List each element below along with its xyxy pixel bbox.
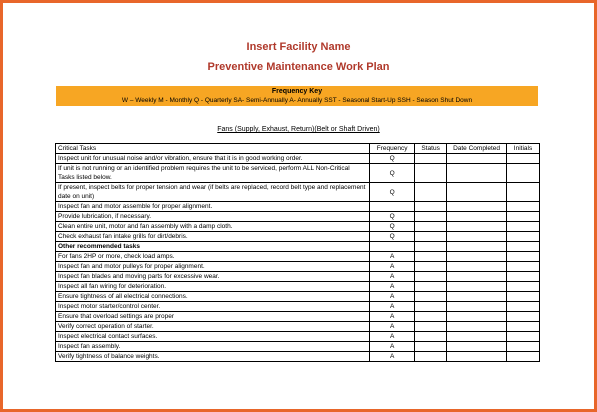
frequency-cell: A bbox=[370, 292, 415, 302]
facility-name: Insert Facility Name bbox=[246, 41, 351, 53]
table-row bbox=[56, 302, 540, 312]
frequency-cell bbox=[370, 242, 415, 252]
initials-cell[interactable] bbox=[507, 302, 540, 312]
date-cell[interactable] bbox=[447, 352, 507, 362]
initials-cell[interactable] bbox=[507, 312, 540, 322]
frequency-cell: A bbox=[370, 322, 415, 332]
task-cell: Provide lubrication, if necessary. bbox=[56, 212, 370, 222]
frequency-cell: A bbox=[370, 312, 415, 322]
frequency-cell: Q bbox=[370, 154, 415, 164]
frequency-cell: A bbox=[370, 332, 415, 342]
status-cell[interactable] bbox=[415, 222, 447, 232]
frequency-cell: Q bbox=[370, 222, 415, 232]
date-cell[interactable] bbox=[447, 232, 507, 242]
status-cell[interactable] bbox=[415, 202, 447, 212]
table-row bbox=[56, 332, 540, 342]
initials-cell[interactable] bbox=[507, 292, 540, 302]
task-cell: Inspect fan blades and moving parts for excessive wear. bbox=[56, 272, 370, 282]
task-cell: Ensure that overload settings are proper bbox=[56, 312, 370, 322]
frequency-cell: Q bbox=[370, 232, 415, 242]
task-cell: Ensure tightness of all electrical connections. bbox=[56, 292, 370, 302]
date-cell[interactable] bbox=[447, 222, 507, 232]
table-row bbox=[56, 232, 540, 242]
header-status: Status bbox=[415, 144, 447, 154]
date-cell[interactable] bbox=[447, 154, 507, 164]
frequency-cell: A bbox=[370, 262, 415, 272]
table-row bbox=[56, 342, 540, 352]
task-cell: Inspect fan and motor pulleys for proper alignment. bbox=[56, 262, 370, 272]
status-cell[interactable] bbox=[415, 342, 447, 352]
section-title: Fans (Supply, Exhaust, Return)(Belt or Shaft Driven) bbox=[217, 126, 380, 133]
date-cell[interactable] bbox=[447, 332, 507, 342]
initials-cell[interactable] bbox=[507, 232, 540, 242]
frequency-cell: A bbox=[370, 272, 415, 282]
date-cell[interactable] bbox=[447, 282, 507, 292]
table-row bbox=[56, 164, 540, 183]
status-cell[interactable] bbox=[415, 322, 447, 332]
initials-cell[interactable] bbox=[507, 272, 540, 282]
table-subheader-row bbox=[56, 242, 540, 252]
date-cell[interactable] bbox=[447, 272, 507, 282]
frequency-cell: A bbox=[370, 342, 415, 352]
initials-cell[interactable] bbox=[507, 222, 540, 232]
task-cell: If present, inspect belts for proper tension and wear (if belts are replaced, record belt type and replacement date on unit) bbox=[56, 183, 370, 202]
status-cell[interactable] bbox=[415, 212, 447, 222]
header-frequency: Frequency bbox=[370, 144, 415, 154]
task-cell: Inspect unit for unusual noise and/or vibration, ensure that it is in good working order. bbox=[56, 154, 370, 164]
date-cell[interactable] bbox=[447, 183, 507, 202]
date-cell[interactable] bbox=[447, 322, 507, 332]
frequency-key-title: Frequency Key bbox=[271, 88, 323, 95]
initials-cell[interactable] bbox=[507, 252, 540, 262]
table-row bbox=[56, 262, 540, 272]
task-cell: Check exhaust fan intake grills for dirt/debris. bbox=[56, 232, 370, 242]
date-cell[interactable] bbox=[447, 292, 507, 302]
status-cell[interactable] bbox=[415, 352, 447, 362]
table-row bbox=[56, 272, 540, 282]
frequency-cell: A bbox=[370, 252, 415, 262]
table-row bbox=[56, 282, 540, 292]
task-cell: Inspect fan and motor assemble for proper alignment. bbox=[56, 202, 370, 212]
frequency-key bbox=[56, 86, 538, 106]
frequency-cell: A bbox=[370, 302, 415, 312]
status-cell[interactable] bbox=[415, 312, 447, 322]
date-cell[interactable] bbox=[447, 342, 507, 352]
status-cell bbox=[415, 242, 447, 252]
status-cell[interactable] bbox=[415, 154, 447, 164]
table-header-row bbox=[56, 144, 540, 154]
initials-cell[interactable] bbox=[507, 262, 540, 272]
header-date-completed: Date Completed bbox=[447, 144, 507, 154]
initials-cell bbox=[507, 242, 540, 252]
initials-cell[interactable] bbox=[507, 212, 540, 222]
frequency-cell: A bbox=[370, 282, 415, 292]
task-cell: Verify tightness of balance weights. bbox=[56, 352, 370, 362]
status-cell[interactable] bbox=[415, 262, 447, 272]
status-cell[interactable] bbox=[415, 272, 447, 282]
date-cell[interactable] bbox=[447, 212, 507, 222]
status-cell[interactable] bbox=[415, 183, 447, 202]
status-cell[interactable] bbox=[415, 282, 447, 292]
task-cell: Inspect fan assembly. bbox=[56, 342, 370, 352]
initials-cell[interactable] bbox=[507, 332, 540, 342]
table-row bbox=[56, 252, 540, 262]
initials-cell[interactable] bbox=[507, 164, 540, 183]
date-cell[interactable] bbox=[447, 202, 507, 212]
frequency-cell bbox=[370, 202, 415, 212]
table-row bbox=[56, 202, 540, 212]
task-cell: Verify correct operation of starter. bbox=[56, 322, 370, 332]
table-row bbox=[56, 183, 540, 202]
initials-cell[interactable] bbox=[507, 342, 540, 352]
frequency-cell: Q bbox=[370, 212, 415, 222]
plan-title: Preventive Maintenance Work Plan bbox=[207, 61, 390, 73]
task-cell: Inspect all fan wiring for deterioration. bbox=[56, 282, 370, 292]
status-cell[interactable] bbox=[415, 302, 447, 312]
table-row bbox=[56, 322, 540, 332]
task-table bbox=[55, 143, 540, 362]
task-cell: Inspect motor starter/control center. bbox=[56, 302, 370, 312]
status-cell[interactable] bbox=[415, 164, 447, 183]
date-cell[interactable] bbox=[447, 312, 507, 322]
task-cell: For fans 2HP or more, check load amps. bbox=[56, 252, 370, 262]
initials-cell[interactable] bbox=[507, 154, 540, 164]
header-critical-tasks: Critical Tasks bbox=[56, 144, 370, 154]
task-cell: If unit is not running or an identified problem requires the unit to be serviced, perform ALL Non-Critical Tasks listed below. bbox=[56, 164, 370, 183]
table-row bbox=[56, 312, 540, 322]
initials-cell[interactable] bbox=[507, 282, 540, 292]
status-cell[interactable] bbox=[415, 252, 447, 262]
status-cell[interactable] bbox=[415, 292, 447, 302]
initials-cell[interactable] bbox=[507, 202, 540, 212]
table-row bbox=[56, 292, 540, 302]
date-cell[interactable] bbox=[447, 164, 507, 183]
date-cell[interactable] bbox=[447, 302, 507, 312]
frequency-cell: Q bbox=[370, 183, 415, 202]
status-cell[interactable] bbox=[415, 332, 447, 342]
status-cell[interactable] bbox=[415, 232, 447, 242]
table-row bbox=[56, 154, 540, 164]
date-cell bbox=[447, 242, 507, 252]
frequency-cell: A bbox=[370, 352, 415, 362]
task-cell: Clean entire unit, motor and fan assembly with a damp cloth. bbox=[56, 222, 370, 232]
initials-cell[interactable] bbox=[507, 322, 540, 332]
date-cell[interactable] bbox=[447, 252, 507, 262]
table-row bbox=[56, 212, 540, 222]
initials-cell[interactable] bbox=[507, 352, 540, 362]
table-row bbox=[56, 222, 540, 232]
frequency-key-text: W – Weekly M - Monthly Q - Quarterly SA- Semi-Annually A- Annually SST - Seasonal Start-Up SSH - Season Shut Down bbox=[121, 97, 473, 104]
date-cell[interactable] bbox=[447, 262, 507, 272]
subheader-cell: Other recommended tasks bbox=[56, 242, 370, 252]
table-row bbox=[56, 352, 540, 362]
frequency-cell: Q bbox=[370, 164, 415, 183]
initials-cell[interactable] bbox=[507, 183, 540, 202]
header-initials: Initials bbox=[507, 144, 540, 154]
task-cell: Inspect electrical contact surfaces. bbox=[56, 332, 370, 342]
